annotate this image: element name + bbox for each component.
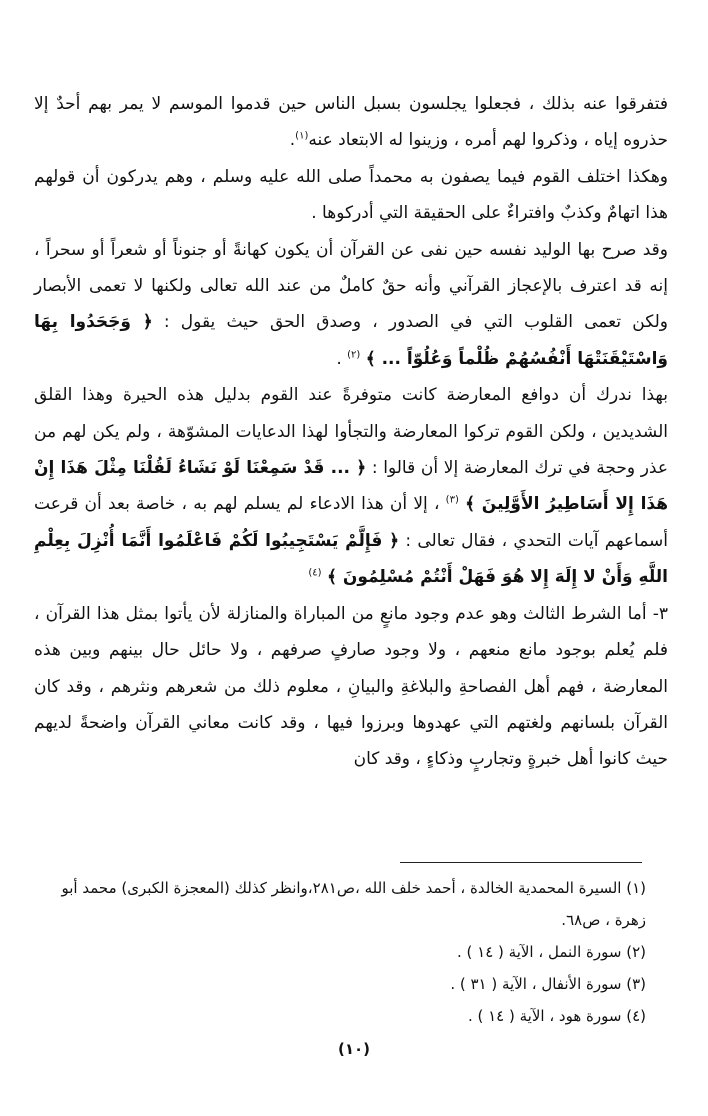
page-number: (١٠)	[337, 1040, 371, 1058]
paragraph-1-end: .	[289, 130, 296, 151]
quran-verse-2: ﴿ ... قَدْ سَمِعْنَا لَوْ نَشَاءُ لَقُلْنَا مِثْلَ هَذَا إِنْ هَذَا إِلا أَسَاطِيرُ الأَوَّلِينَ ﴾	[34, 458, 669, 515]
footnote-1: (١) السيرة المحمدية الخالدة ، أحمد خلف الله ،ص٢٨١،وانظر كذلك (المعجزة الكبرى) محمد أبو زهرة ، ص٦٨.	[61, 879, 646, 929]
paragraph-4-text-a: بهذا ندرك أن دوافع المعارضة كانت متوفرةً عند القوم بدليل هذه الحيرة وهذا القلق الشديدين ، ولكن القوم تركوا المعارضة والتجأوا لهذا الدعايات المشوّهة ، ولم يكن لهم من عذر وحجة في ترك المعارضة إلا أن قالوا :	[34, 385, 668, 479]
quran-verse-3: ﴿ فَإِلَّمْ يَسْتَجِيبُوا لَكُمْ فَاعْلَمُوا أَنَّمَا أُنْزِلَ بِعِلْمِ اللَّهِ وَأَنْ لا إِلَهَ إِلا هُوَ فَهَلْ أَنْتُمْ مُسْلِمُونَ ﴾	[34, 530, 668, 588]
paragraph-4-text-b: ، إلا أن هذا الادعاء لم يسلم لهم به ، خاصة بعد أن قرعت أسماعهم آيات التحدي ، فقال تعالى :	[34, 494, 669, 551]
paragraph-1	[34, 86, 668, 159]
footnote-divider	[400, 862, 642, 863]
body-text	[34, 86, 668, 778]
footnote-ref-3: (٣)	[445, 494, 459, 506]
footnote-ref-4: (٤)	[308, 567, 322, 579]
paragraph-5: ٣- أما الشرط الثالث وهو عدم وجود مانعٍ من المباراة والمنازلة لأن يأتوا بمثل هذا القرآن ، فلم يُعلم بوجود مانع منعهم ، ولا وجود صارفٍ صرفهم ، ولا حائل حال بينهم وبين هذه المعارضة ، فهم أهل الفصاحةِ والبلاغةِ والبيانِ ، معلوم ذلك من شعرهم ونثرهم ، وقد كان القرآن بلسانهم ولغتهم التي عهدوها وبرزوا فيها ، وقد كانت معاني القرآن واضحةً لديهم حيث كانوا أهل خبرةٍ وتجاربٍ وذكاءٍ ، وقد كان	[34, 603, 668, 770]
footnote-ref-1: (١)	[295, 130, 309, 142]
footnotes	[34, 872, 646, 1032]
paragraph-3	[34, 232, 668, 378]
paragraph-3-text: وقد صرح بها الوليد نفسه حين نفى عن القرآن أن يكون كهانةً أو جنوناً أو شعراً أو سحراً ، إنه قد اعترف بالإعجاز القرآني وأنه حقٌ كاملٌ من عند الله تعالى ولكنها لا تعمى الأبصار ولكن تعمى القلوب التي في الصدور ، وصدق الحق حيث يقول :	[34, 239, 668, 333]
footnote-3: (٣) سورة الأنفال ، الآية ( ٣١ ) .	[450, 975, 646, 993]
footnote-2: (٢) سورة النمل ، الآية ( ١٤ ) .	[456, 943, 646, 961]
quran-verse-1: ﴿ وَجَحَدُوا بِهَا وَاسْتَيْقَنَتْهَا أَنْفُسُهُمْ ظُلْماً وَعُلُوّاً ... ﴾	[34, 312, 668, 369]
footnote-4: (٤) سورة هود ، الآية ( ١٤ ) .	[467, 1007, 646, 1025]
paragraph-4	[34, 377, 668, 595]
paragraph-1-text: فتفرقوا عنه بذلك ، فجعلوا يجلسون بسبل الناس حين قدموا الموسم لا يمر بهم أحدٌ إلا حذروه إياه ، وذكروا لهم أمره ، وزينوا له الابتعاد عنه	[34, 94, 668, 151]
footnote-ref-2: (٢)	[347, 349, 361, 361]
paragraph-2: وهكذا اختلف القوم فيما يصفون به محمداً صلى الله عليه وسلم ، وهم يدركون أن قولهم هذا اتهامٌ وكذبٌ وافتراءٌ على الحقيقة التي أدركوها .	[34, 166, 668, 224]
paragraph-3-end: .	[336, 348, 342, 369]
